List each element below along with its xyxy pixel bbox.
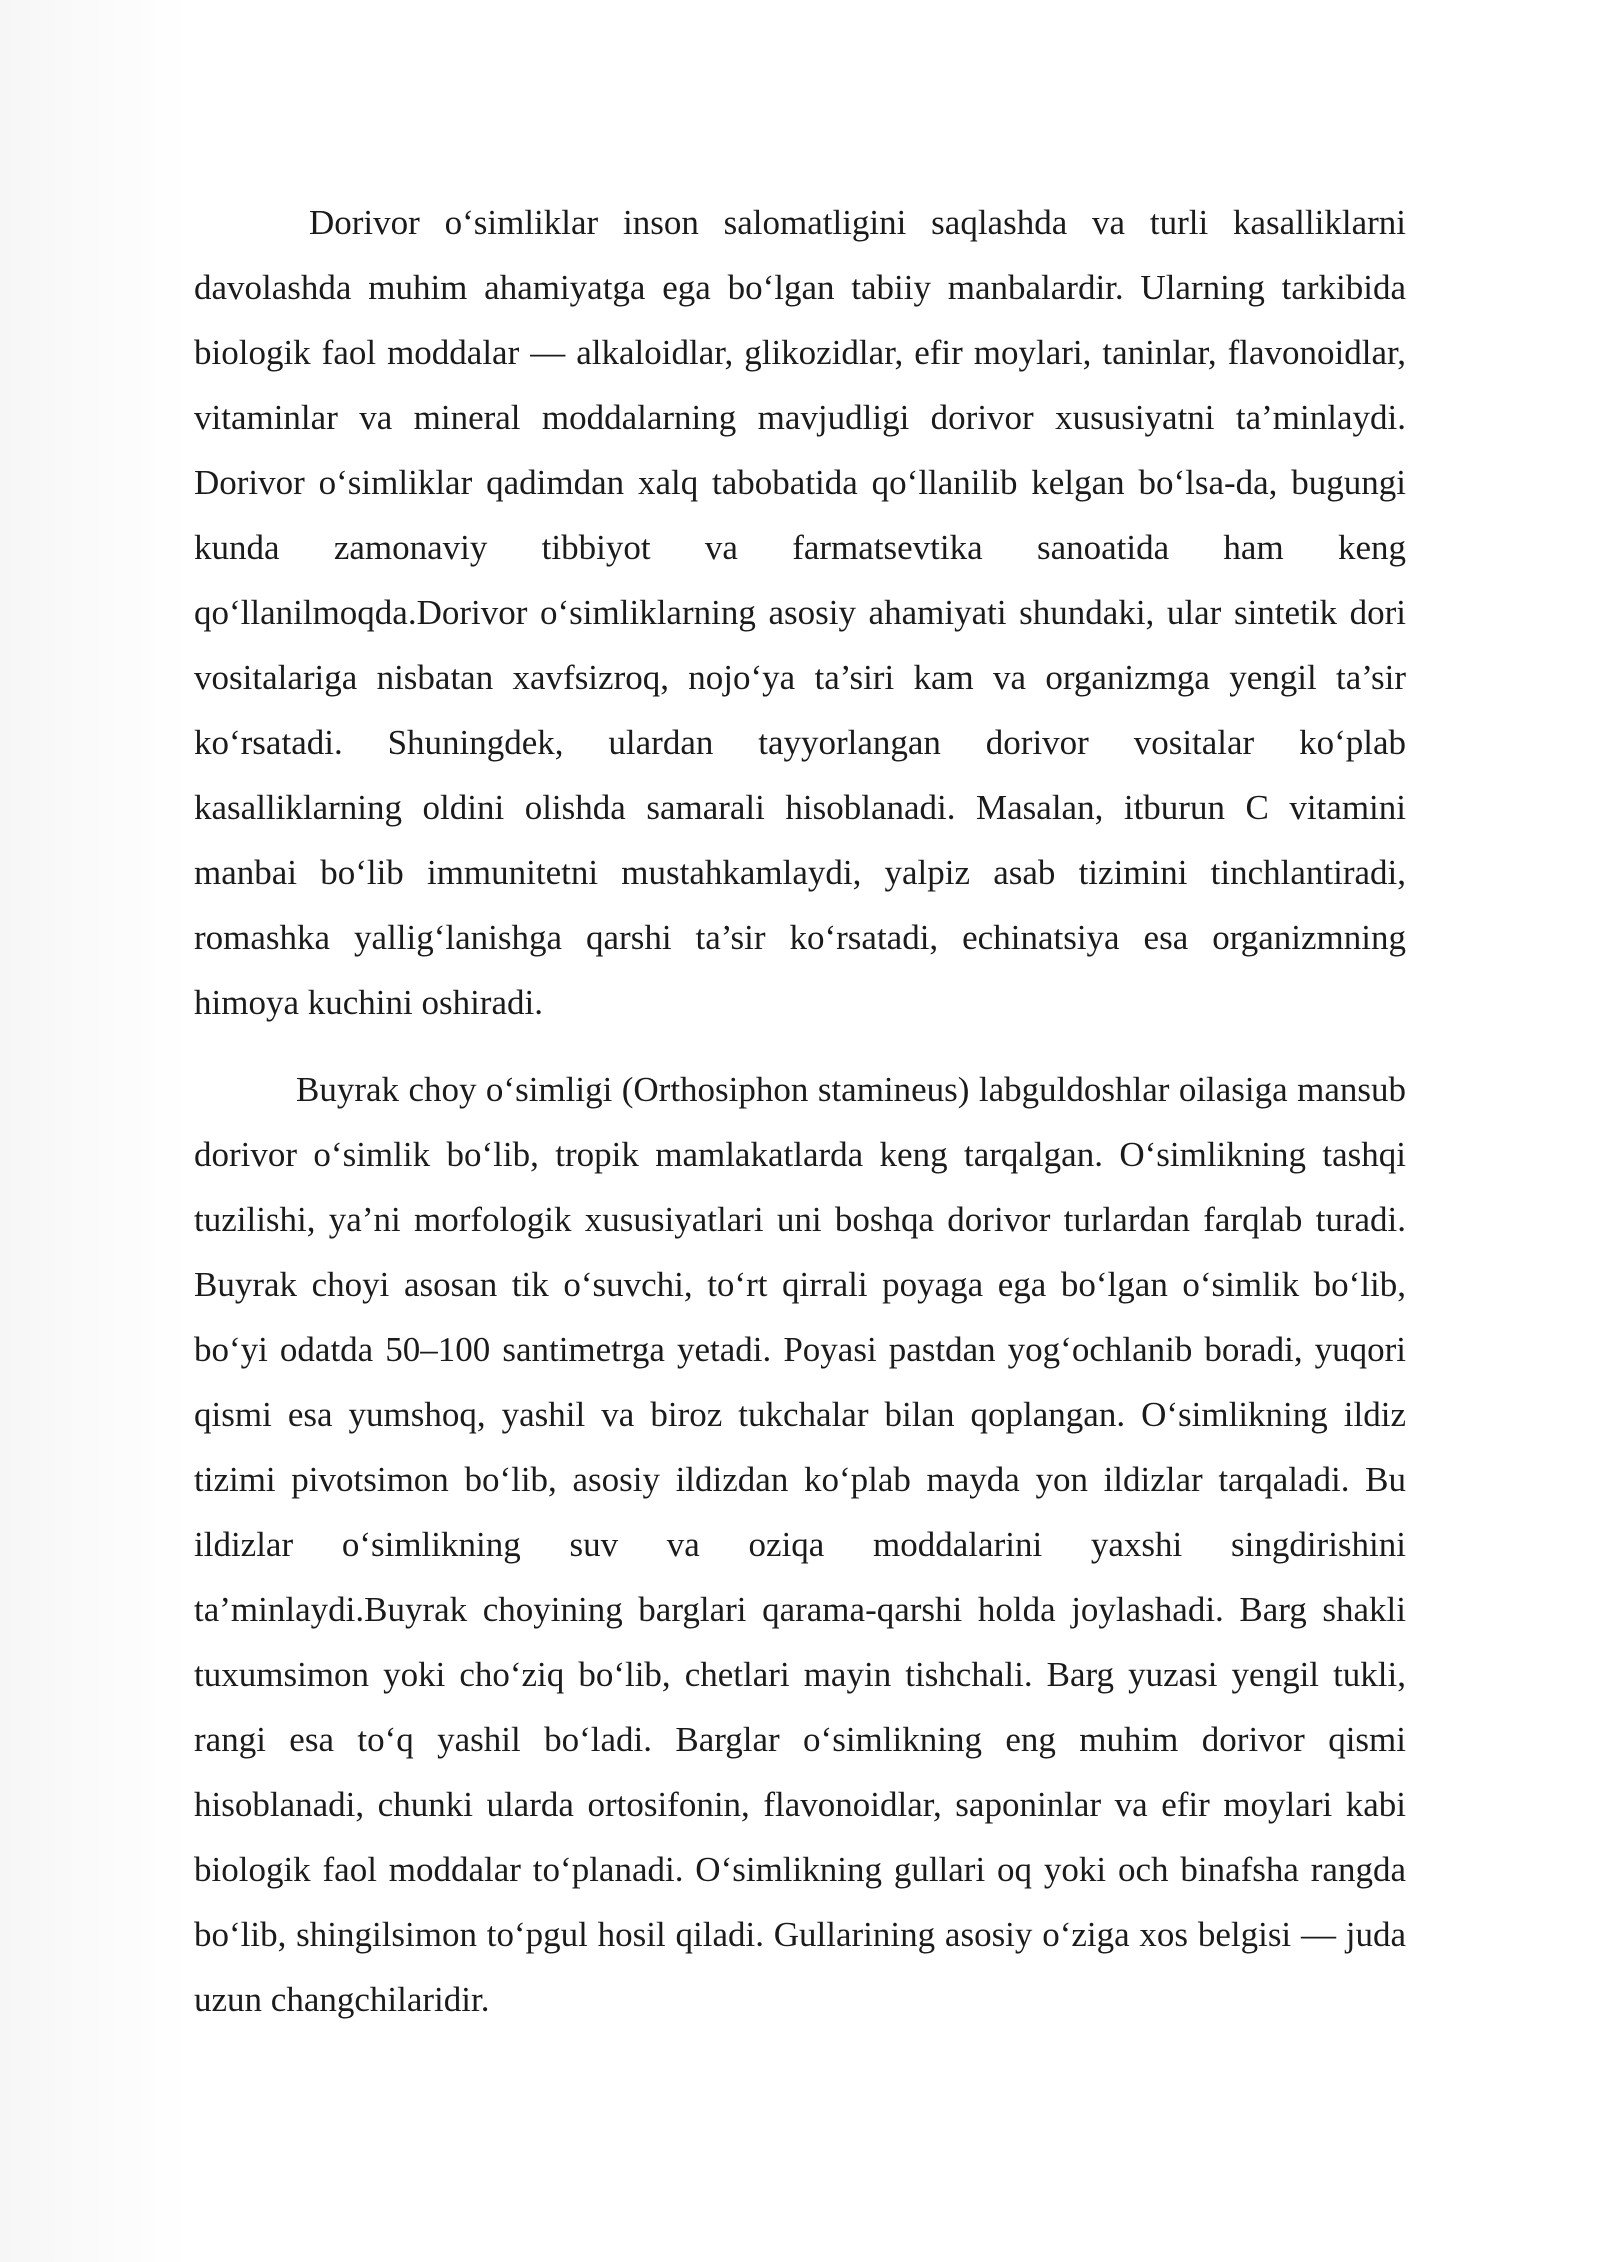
body-text <box>194 190 1406 2032</box>
paragraph-medicinal-plants: Dorivor o‘simliklar inson salomatligini saqlashda va turli kasalliklarni davolashda muhim ahamiyatga ega bo‘lgan tabiiy manbalardir. Ularning tarkibida biologik faol moddalar — alkaloidlar, glikozidlar, efir moylari, taninlar, flavonoidlar, vitaminlar va mineral moddalarning mavjudligi dorivor xususiyatni ta’minlaydi. Dorivor o‘simliklar qadimdan xalq tabobatida qo‘llanilib kelgan bo‘lsa-da, bugungi kunda zamonaviy tibbiyot va farmatsevtika sanoatida ham keng qo‘llanilmoqda.Dorivor o‘simliklarning asosiy ahamiyati shundaki, ular sintetik dori vositalariga nisbatan xavfsizroq, nojo‘ya ta’siri kam va organizmga yengil ta’sir ko‘rsatadi. Shuningdek, ulardan tayyorlangan dorivor vositalar ko‘plab kasalliklarning oldini olishda samarali hisoblanadi. Masalan, itburun C vitamini manbai bo‘lib immunitetni mustahkamlaydi, yalpiz asab tizimini tinchlantiradi, romashka yallig‘lanishga qarshi ta’sir ko‘rsatadi, echinatsiya esa organizmning himoya kuchini oshiradi. <box>194 203 1406 1022</box>
paragraph-kidney-tea-plant: Buyrak choy o‘simligi (Orthosiphon stamineus) labguldoshlar oilasiga mansub dorivor o‘simlik bo‘lib, tropik mamlakatlarda keng tarqalgan. O‘simlikning tashqi tuzilishi, ya’ni morfologik xususiyatlari uni boshqa dorivor turlardan farqlab turadi. Buyrak choyi asosan tik o‘suvchi, to‘rt qirrali poyaga ega bo‘lgan o‘simlik bo‘lib, bo‘yi odatda 50–100 santimetrga yetadi. Poyasi pastdan yog‘ochlanib boradi, yuqori qismi esa yumshoq, yashil va biroz tukchalar bilan qoplangan. O‘simlikning ildiz tizimi pivotsimon bo‘lib, asosiy ildizdan ko‘plab mayda yon ildizlar tarqaladi. Bu ildizlar o‘simlikning suv va oziqa moddalarini yaxshi singdirishini ta’minlaydi.Buyrak choyining barglari qarama-qarshi holda joylashadi. Barg shakli tuxumsimon yoki cho‘ziq bo‘lib, chetlari mayin tishchali. Barg yuzasi yengil tukli, rangi esa to‘q yashil bo‘ladi. Barglar o‘simlikning eng muhim dorivor qismi hisoblanadi, chunki ularda ortosifonin, flavonoidlar, saponinlar va efir moylari kabi biologik faol moddalar to‘planadi. O‘simlikning gullari oq yoki och binafsha rangda bo‘lib, shingilsimon to‘pgul hosil qiladi. Gullarining asosiy o‘ziga xos belgisi — juda uzun changchilaridir. <box>194 1070 1406 2019</box>
page-edge-shading <box>0 0 190 2262</box>
